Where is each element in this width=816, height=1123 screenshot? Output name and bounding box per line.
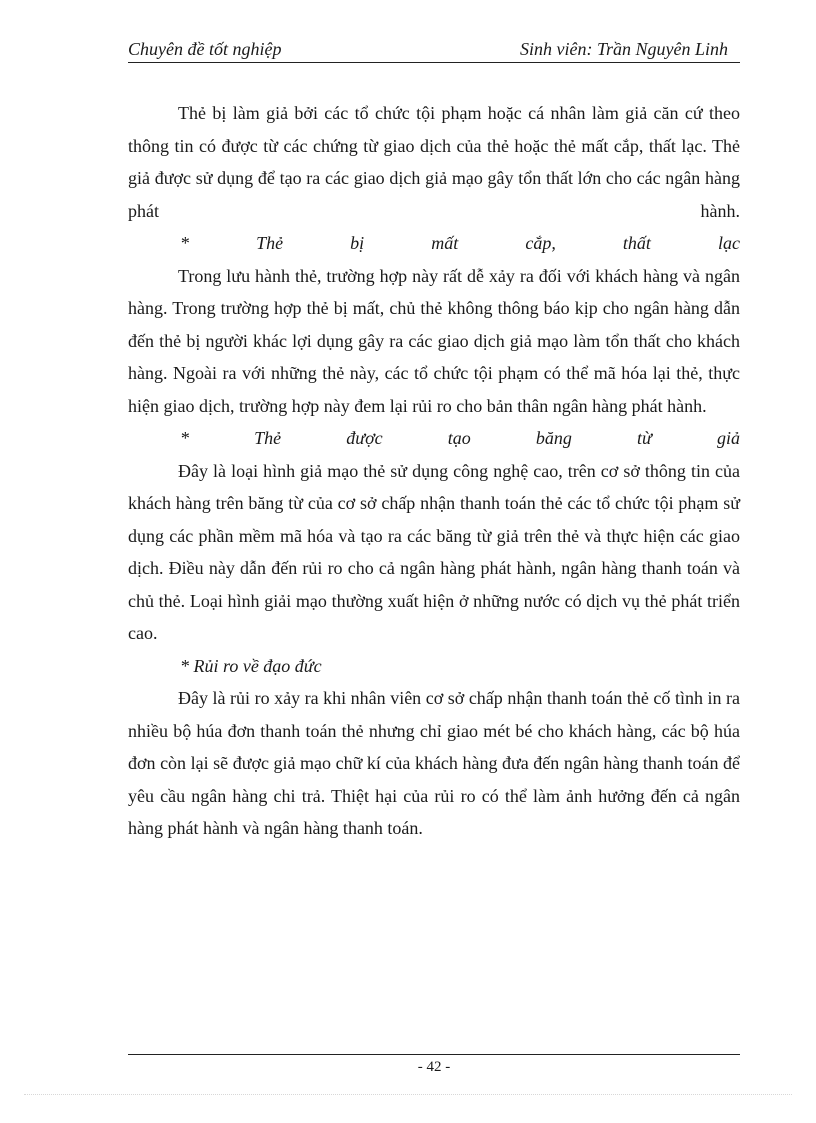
heading-stolen-cards: * Thẻ bị mất cắp, thất lạc (180, 233, 740, 253)
heading-ethics-risk: * Rủi ro về đạo đức (180, 655, 322, 676)
page-number: - 42 - (417, 1059, 451, 1075)
heading-fake-magnetic-stripe: * Thẻ được tạo băng từ giả (180, 428, 740, 448)
page-bottom-edge (24, 1094, 792, 1095)
paragraph-ethics-risk: Đây là rủi ro xảy ra khi nhân viên cơ sở chấp nhận thanh toán thẻ cố tình in ra nhiều bộ húa đơn thanh toán thẻ nhưng chỉ giao mét bé cho khách hàng, các bộ húa đơn còn lại sẽ được giả mạo chữ kí của khách hàng đưa đến ngân hàng thanh toán để yêu cầu ngân hàng chi trả. Thiệt hại của rủi ro có thể làm ảnh hưởng đến cả ngân hàng phát hành và ngân hàng thanh toán. (128, 688, 740, 838)
footer-divider (128, 1054, 740, 1055)
page-content (128, 97, 740, 845)
paragraph-fake-cards: Thẻ bị làm giả bởi các tổ chức tội phạm hoặc cá nhân làm giả căn cứ theo thông tin có được từ các chứng từ giao dịch của thẻ hoặc thẻ mất cắp, thất lạc. Thẻ giả được sử dụng để tạo ra các giao dịch giả mạo gây tổn thất lớn cho các ngân hàng phát hành. (128, 103, 740, 221)
paragraph-fake-magnetic-stripe: Đây là loại hình giả mạo thẻ sử dụng công nghệ cao, trên cơ sở thông tin của khách hàng trên băng từ của cơ sở chấp nhận thanh toán thẻ các tổ chức tội phạm sử dụng các phần mềm mã hóa và tạo ra các băng từ giả trên thẻ và thực hiện các giao dịch. Điều này dẫn đến rủi ro cho cả ngân hàng phát hành, ngân hàng thanh toán và chủ thẻ. Loại hình giải mạo thường xuất hiện ở những nước có dịch vụ thẻ phát triển cao. (128, 460, 740, 643)
paragraph-stolen-cards: Trong lưu hành thẻ, trường hợp này rất dễ xảy ra đối với khách hàng và ngân hàng. Trong trường hợp thẻ bị mất, chủ thẻ không thông báo kịp cho ngân hàng dẫn đến thẻ bị người khác lợi dụng gây ra các giao dịch giả mạo làm tổn thất cho khách hàng. Ngoài ra với những thẻ này, các tổ chức tội phạm có thể mã hóa lại thẻ, thực hiện giao dịch, trường hợp này đem lại rủi ro cho bản thân ngân hàng phát hành. (128, 265, 740, 416)
header-author: Sinh viên: Trần Nguyên Linh (520, 39, 728, 59)
page-header (128, 38, 740, 63)
header-title: Chuyên đề tốt nghiệp (128, 39, 282, 59)
